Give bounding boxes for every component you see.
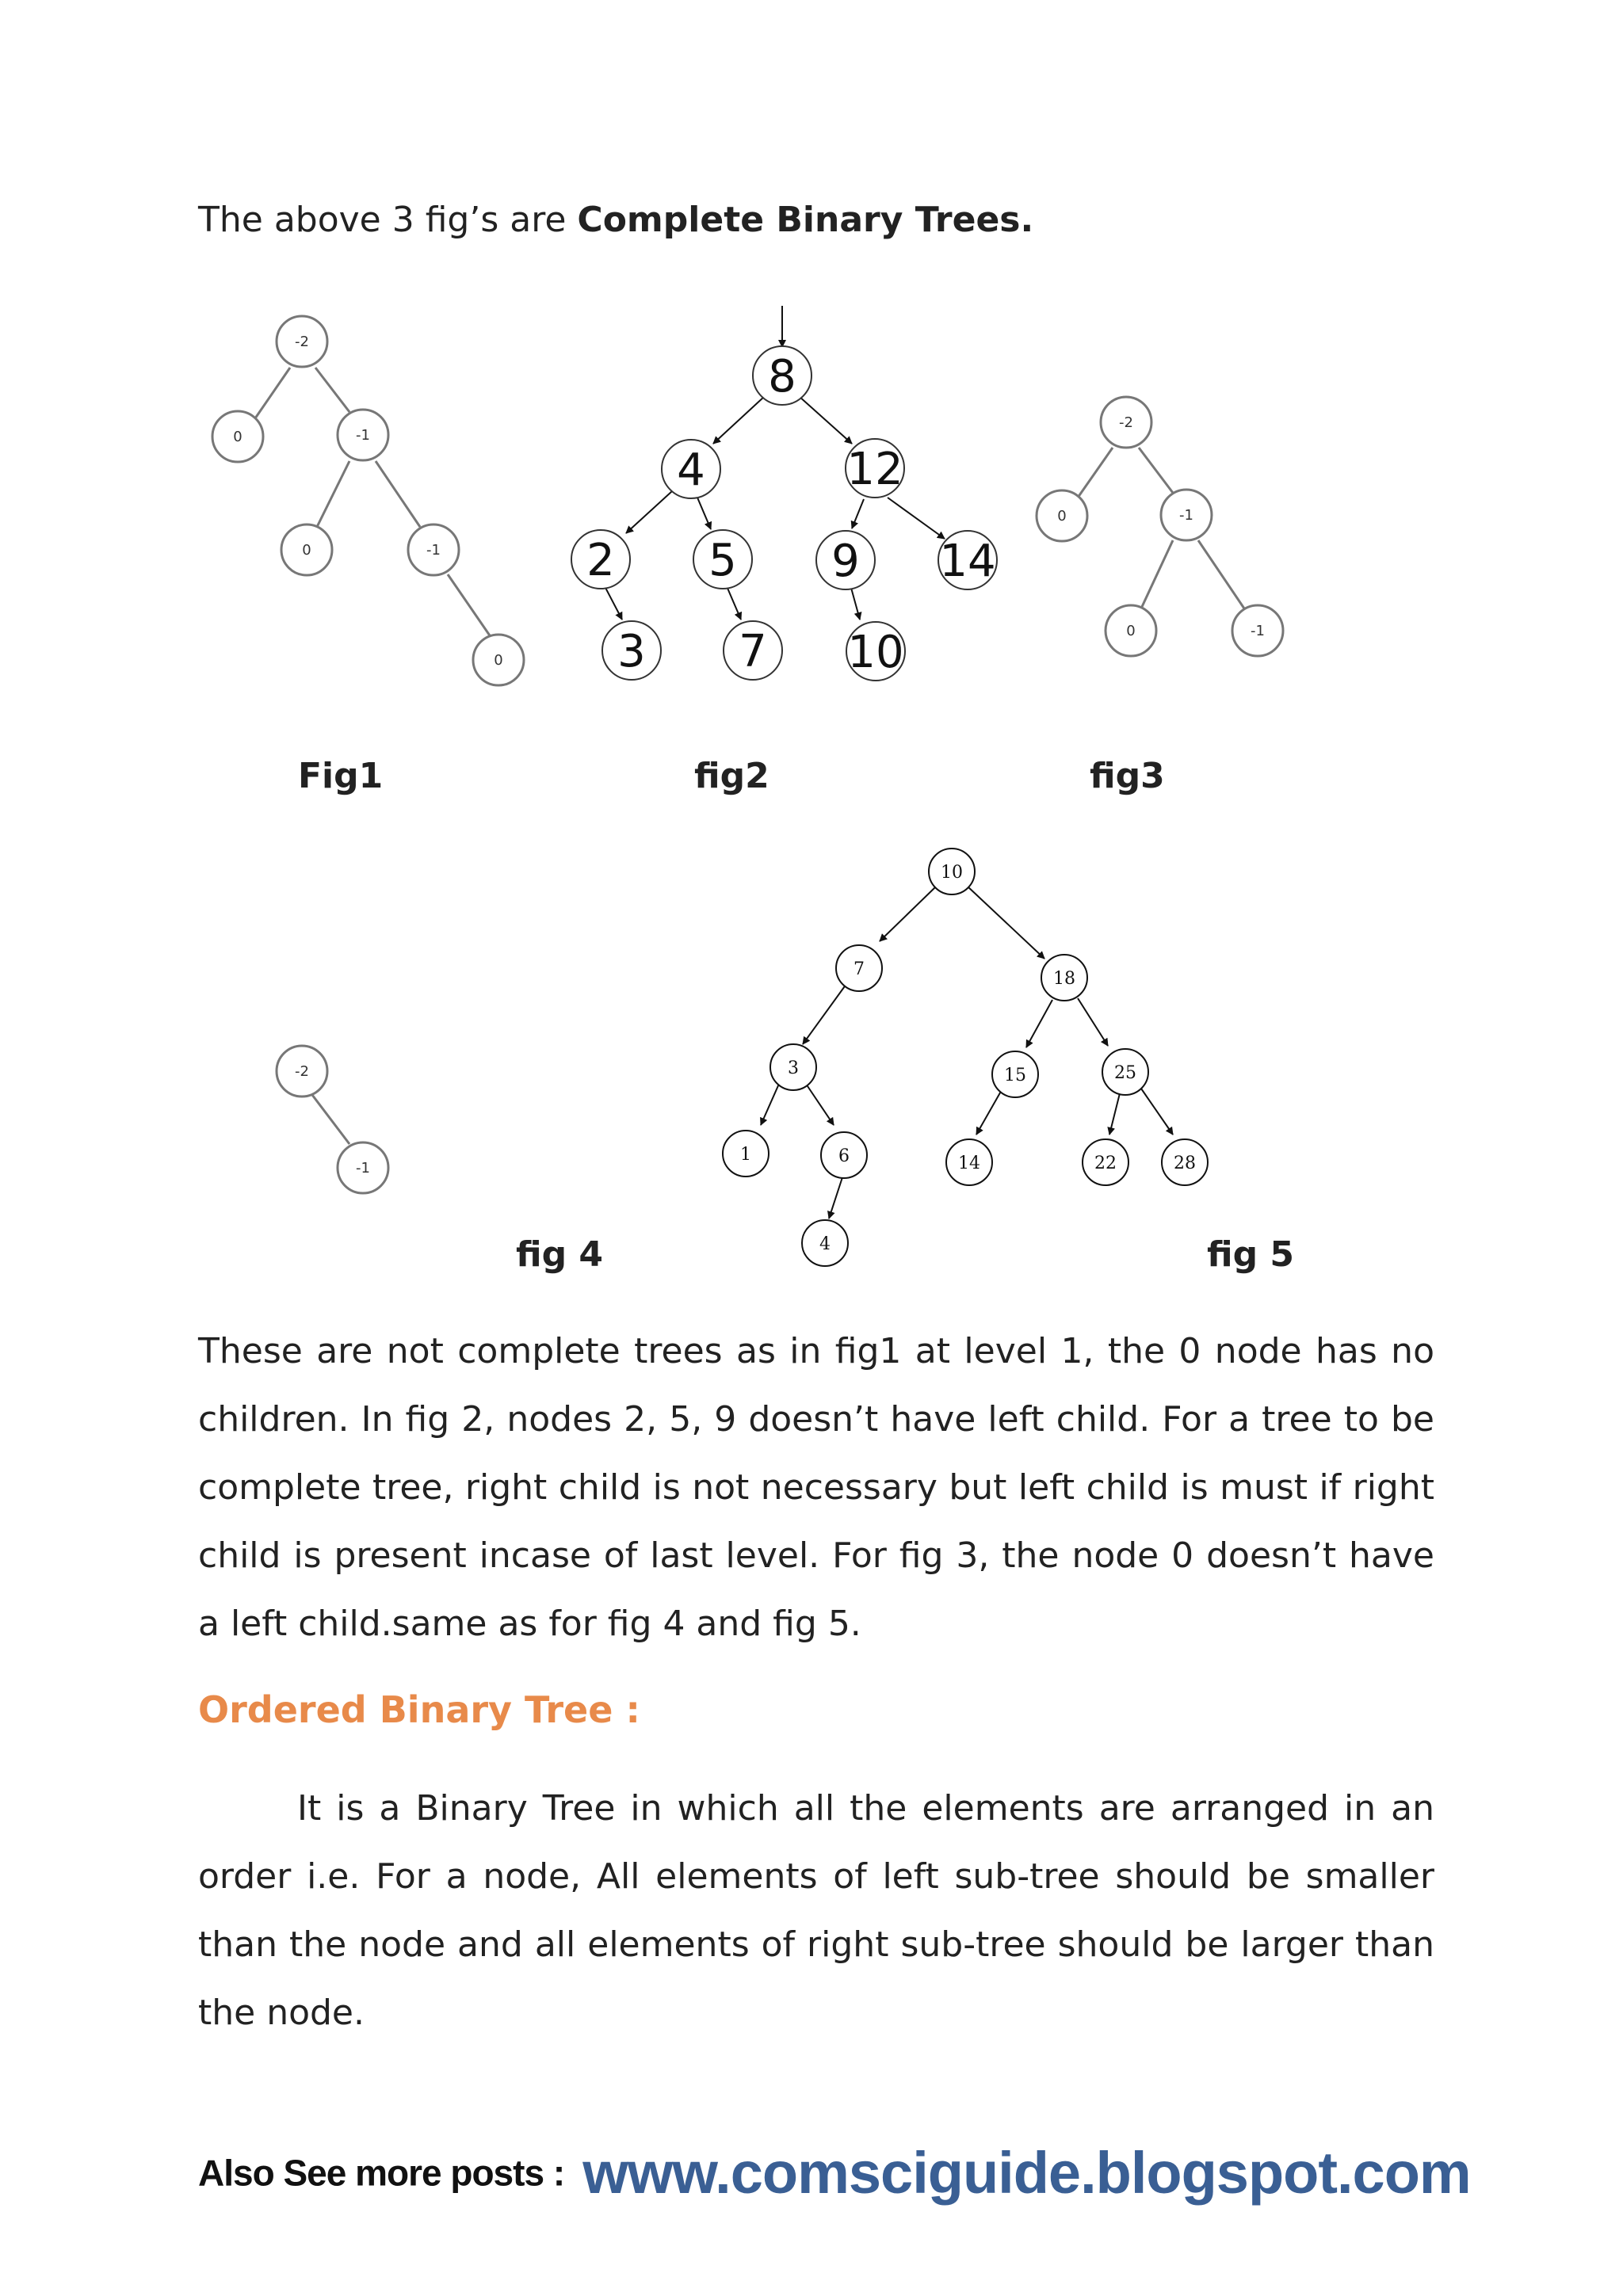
svg-text:-2: -2: [1119, 414, 1133, 431]
fig5-node: [802, 1220, 848, 1266]
fig2-node: [753, 346, 812, 405]
fig3-caption: fig3: [1090, 756, 1165, 796]
fig5-node: [1083, 1139, 1128, 1185]
svg-text:14: 14: [958, 1154, 980, 1173]
svg-text:4: 4: [677, 444, 705, 496]
fig3-node: [1106, 605, 1156, 656]
svg-text:-1: -1: [426, 542, 441, 559]
svg-text:-1: -1: [356, 427, 370, 444]
svg-text:10: 10: [847, 627, 904, 678]
fig1-node: [212, 411, 263, 462]
fig2-node: [724, 621, 782, 680]
svg-text:7: 7: [854, 959, 865, 979]
fig1-node: [408, 524, 459, 575]
paragraph-not-complete-trees: These are not complete trees as in fig1 at level 1, the 0 node has no children. In fig 2, nodes 2, 5, 9 doesn’t have left child. For a tree to be complete tree, right child is not necessary but left child is must if right child is present incase of last level. For fig 3, the node 0 doesn’t have a left child.same as for fig 4 and fig 5.: [198, 1331, 1434, 1644]
svg-text:25: 25: [1114, 1063, 1136, 1083]
fig5-node: [1162, 1139, 1208, 1185]
svg-text:22: 22: [1094, 1154, 1117, 1173]
svg-text:-2: -2: [295, 1063, 309, 1080]
fig3-node: [1101, 397, 1151, 448]
fig5-node: [770, 1044, 816, 1090]
fig5-node: [946, 1139, 992, 1185]
fig3-node: [1161, 490, 1212, 540]
svg-text:28: 28: [1174, 1154, 1196, 1173]
fig2-node: [571, 530, 630, 589]
fig5-node: [929, 849, 975, 894]
svg-text:9: 9: [831, 536, 860, 587]
fig2-node: [602, 621, 661, 680]
svg-text:6: 6: [838, 1146, 850, 1166]
svg-text:1: 1: [740, 1145, 751, 1165]
svg-text:3: 3: [617, 626, 646, 677]
svg-text:15: 15: [1004, 1066, 1026, 1085]
svg-text:3: 3: [788, 1058, 799, 1078]
svg-text:0: 0: [494, 652, 503, 669]
svg-text:-1: -1: [356, 1160, 370, 1177]
svg-text:18: 18: [1053, 969, 1075, 989]
fig2-node: [816, 531, 875, 589]
footer: [198, 2139, 1471, 2218]
fig3-node: [1232, 605, 1283, 656]
section-heading-ordered-binary-tree: Ordered Binary Tree :: [198, 1688, 640, 1731]
fig5-node: [1041, 955, 1087, 1001]
svg-text:8: 8: [768, 351, 796, 402]
fig4-node: [277, 1046, 327, 1097]
svg-text:-1: -1: [1179, 507, 1193, 524]
fig1-caption: Fig1: [298, 756, 384, 796]
fig2-node: [846, 439, 904, 498]
svg-text:0: 0: [302, 542, 311, 559]
fig1-edges: [255, 368, 493, 640]
fig1-nodes: [212, 316, 524, 685]
fig4-node: [338, 1142, 388, 1193]
svg-text:14: 14: [939, 536, 996, 587]
fig2-node: [693, 530, 752, 589]
svg-text:7: 7: [739, 626, 767, 677]
footer-link[interactable]: www.comsciguide.blogspot.com: [582, 2140, 1471, 2206]
paragraph-ordered-binary-tree: It is a Binary Tree in which all the elements are arranged in an order i.e. For a node, All elements of left sub-tree should be smaller than the node and all elements of right sub-tree should be larger than the node.: [198, 1788, 1434, 2033]
svg-text:10: 10: [941, 863, 963, 883]
fig3-nodes: [1037, 397, 1283, 656]
fig2-node: [846, 622, 905, 681]
svg-text:4: 4: [819, 1234, 831, 1254]
fig2-nodes: [571, 346, 997, 681]
fig5-caption: fig 5: [1207, 1234, 1295, 1275]
fig3-edges: [1078, 448, 1244, 608]
fig2-caption: fig2: [694, 756, 769, 796]
fig5-node: [1102, 1049, 1148, 1095]
svg-text:0: 0: [1057, 508, 1067, 524]
fig1-node: [338, 410, 388, 460]
fig3-node: [1037, 490, 1087, 541]
fig4-nodes: [277, 1046, 388, 1193]
fig1-node: [473, 635, 524, 685]
fig5-node: [723, 1131, 769, 1177]
fig5-node: [992, 1051, 1038, 1097]
fig2-node: [938, 531, 997, 589]
fig1-node: [277, 316, 327, 367]
fig1-node: [281, 524, 332, 575]
fig4-caption: fig 4: [516, 1234, 604, 1275]
intro-bold-text: Complete Binary Trees.: [577, 200, 1034, 240]
fig5-node: [836, 945, 882, 991]
svg-text:2: 2: [586, 535, 615, 586]
fig5-nodes: [723, 849, 1208, 1266]
fig5-node: [821, 1132, 867, 1178]
svg-text:-1: -1: [1251, 623, 1265, 639]
fig4-edges: [312, 1095, 349, 1144]
fig2-node: [662, 440, 720, 498]
footer-label: Also See more posts :: [198, 2152, 565, 2194]
svg-text:5: 5: [708, 535, 737, 586]
svg-text:0: 0: [1126, 623, 1136, 639]
svg-text:0: 0: [233, 429, 242, 445]
intro-text: The above 3 fig’s are: [198, 200, 578, 240]
svg-text:12: 12: [846, 444, 903, 495]
svg-text:-2: -2: [295, 334, 309, 350]
